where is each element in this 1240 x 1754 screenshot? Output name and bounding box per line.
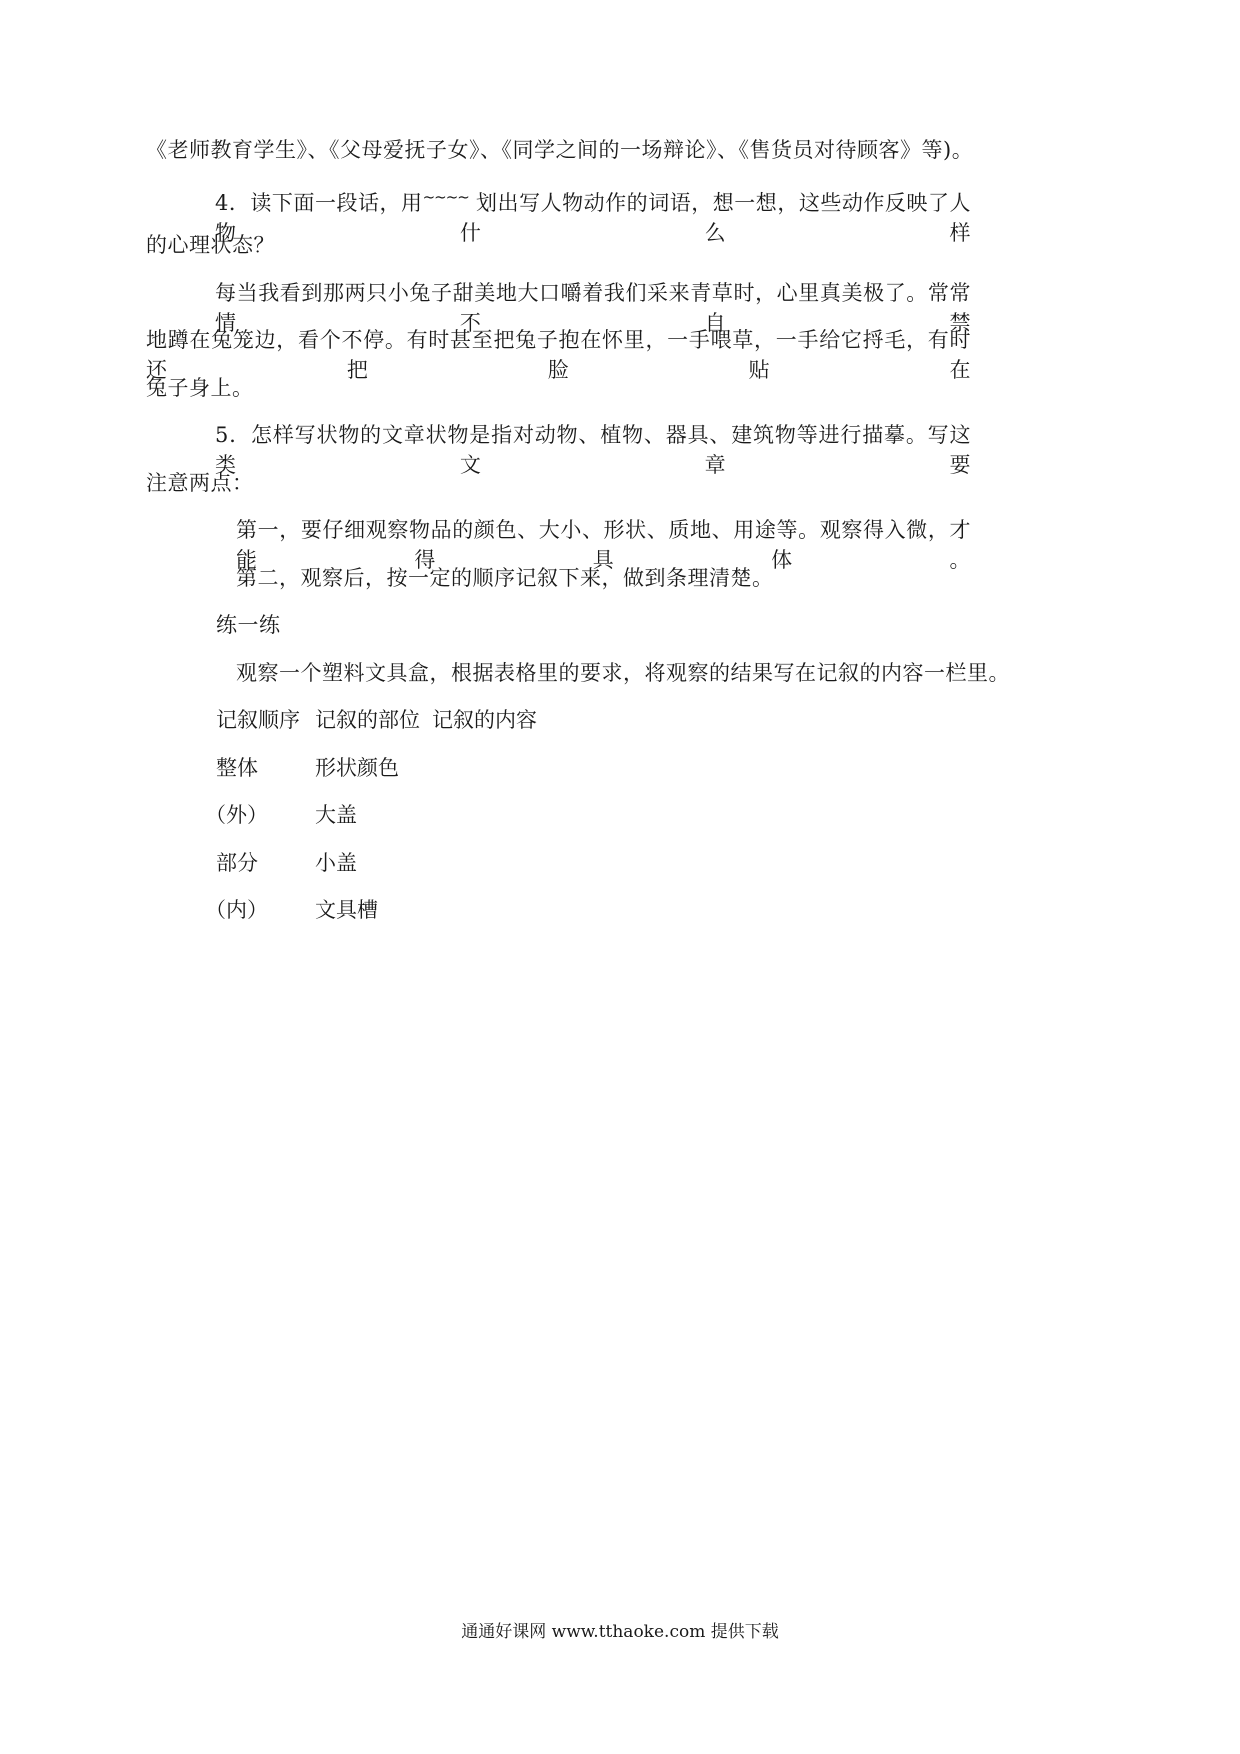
table-cell-part: 形状颜色: [315, 756, 399, 780]
table-header-content: 记叙的内容: [432, 708, 537, 732]
table-cell-part: 大盖: [315, 803, 357, 827]
passage-line-2: 地蹲在兔笼边，看个不停。有时甚至把兔子抱在怀里，一手喂草，一手给它捋毛，有时还把脸贴在: [146, 328, 971, 382]
question-5-line-2: 注意两点：: [146, 471, 254, 495]
passage-line-3: 兔子身上。: [146, 376, 254, 400]
footer-download-note: 通通好课网 www.tthaoke.com 提供下载: [461, 1622, 779, 1642]
practice-title: 练一练: [216, 613, 281, 637]
table-cell-order: （内）: [205, 898, 268, 922]
question-5-line-1: 5．怎样写状物的文章状物是指对动物、植物、器具、建筑物等进行描摹。写这类文章要: [215, 423, 971, 477]
question-4-text-start: 4．读下面一段话，用: [215, 191, 423, 215]
table-cell-order: 部分: [216, 851, 258, 875]
question-4-line-2: 的心理状态？: [146, 233, 275, 257]
question-4-line-1: [215, 182, 971, 248]
table-header-part: 记叙的部位: [315, 708, 420, 732]
table-cell-part: 文具槽: [315, 898, 378, 922]
question-4-text-end: 划出写人物动作的词语，想一想，这些动作反映了人物什么样: [215, 191, 971, 245]
point-2: 第二，观察后，按一定的顺序记叙下来，做到条理清楚。: [236, 566, 774, 590]
table-header-order: 记叙顺序: [216, 708, 300, 732]
text-line-titles: 《老师教育学生》、《父母爱抚子女》、《同学之间的一场辩论》、《售货员对待顾客》等)。: [146, 138, 974, 162]
table-cell-order: （外）: [205, 803, 268, 827]
table-cell-order: 整体: [216, 756, 258, 780]
point-1: 第一，要仔细观察物品的颜色、大小、形状、质地、用途等。观察得入微，才能得具体。: [236, 518, 971, 572]
practice-instruction: 观察一个塑料文具盒，根据表格里的要求，将观察的结果写在记叙的内容一栏里。: [236, 661, 1010, 685]
table-cell-part: 小盖: [315, 851, 357, 875]
wavy-underline-icon: ~~~~: [422, 188, 469, 206]
passage-line-1: 每当我看到那两只小兔子甜美地大口嚼着我们采来青草时，心里真美极了。常常情不自禁: [215, 281, 971, 335]
